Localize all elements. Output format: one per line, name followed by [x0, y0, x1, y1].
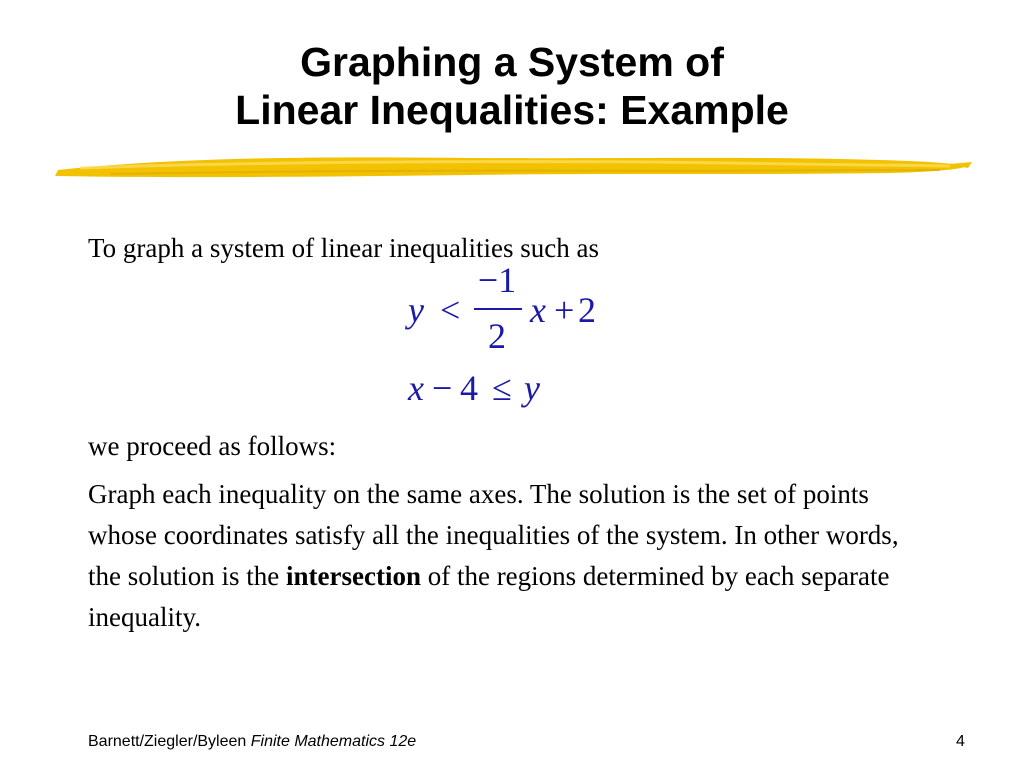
paragraph-end: of the regions determined by each separate inequality.: [88, 561, 890, 632]
explanation-paragraph: [88, 474, 938, 638]
eq1-less-than: <: [440, 290, 461, 330]
proceed-text: we proceed as follows:: [88, 431, 337, 461]
footer-book-title: Finite Mathematics 12e: [250, 733, 417, 750]
eq2-y: y: [524, 368, 540, 408]
eq2-x: x: [408, 368, 424, 408]
yellow-brush-stroke: [50, 146, 975, 186]
eq1-variable: x: [530, 290, 546, 330]
eq1-denominator: 2: [488, 316, 506, 356]
paragraph-start: Graph each inequality on the same axes. The solution is the set of points whose coordinates satisfy all the inequalities of the system. In other words, the solution is the: [88, 479, 899, 591]
title-line-1: Graphing a System of: [300, 39, 724, 85]
slide-title: [0, 38, 1024, 134]
eq2-less-equal: ≤: [492, 368, 512, 408]
eq1-fraction: [470, 262, 524, 358]
eq1-lhs: y: [408, 290, 424, 330]
footer-authors: Barnett/Ziegler/Byleen: [88, 733, 251, 750]
eq1-plus: +: [554, 290, 575, 330]
footer-citation: [88, 733, 416, 751]
eq2-minus: −: [432, 368, 453, 408]
eq2-four: 4: [460, 368, 478, 408]
page-number: 4: [956, 733, 965, 750]
inequality-2: [408, 370, 558, 406]
inequality-1: [408, 262, 608, 358]
fraction-bar: [474, 308, 522, 310]
title-line-2: Linear Inequalities: Example: [235, 87, 789, 133]
intro-text: To graph a system of linear inequalities such as: [88, 233, 599, 263]
eq1-constant: 2: [578, 290, 596, 330]
eq1-numerator: −1: [477, 260, 517, 300]
intersection-term: intersection: [286, 561, 421, 591]
